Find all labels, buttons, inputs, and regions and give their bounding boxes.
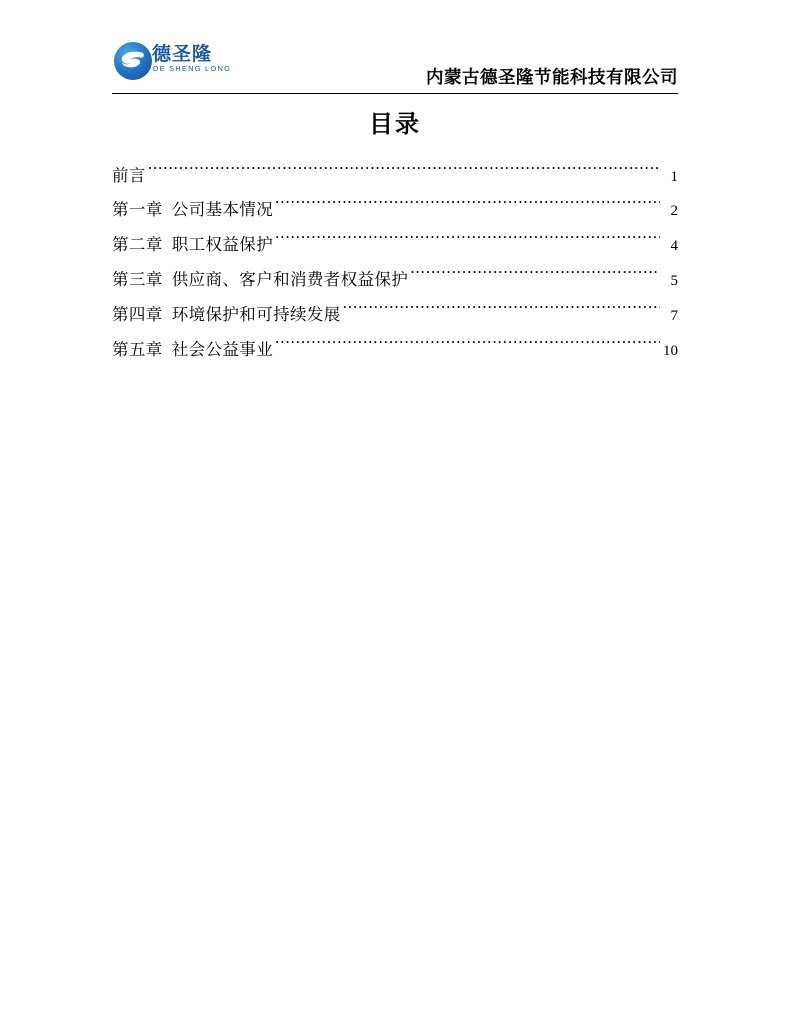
company-name: 内蒙古德圣隆节能科技有限公司	[426, 67, 678, 87]
toc-entry-label: 前言	[112, 166, 146, 185]
toc-entry-chapter: 第三章	[112, 270, 163, 289]
header-divider	[112, 93, 678, 94]
toc-leader-dots	[148, 146, 660, 181]
list-item[interactable]	[112, 146, 678, 185]
page-title: 目录	[369, 112, 421, 138]
toc-entry-chapter: 第一章	[112, 200, 163, 219]
logo-text-cn: 德圣隆	[152, 44, 213, 65]
page-header	[112, 36, 678, 92]
toc-page-number: 10	[663, 343, 678, 359]
toc-entry-chapter: 第五章	[112, 340, 163, 359]
toc-entry-label: 环境保护和可持续发展	[171, 305, 341, 324]
toc-entry-label: 社会公益事业	[171, 340, 274, 359]
toc-entry-chapter: 第二章	[112, 235, 163, 254]
toc-leader-dots	[275, 320, 660, 355]
logo-swoosh-icon	[119, 50, 147, 70]
logo-text-en: DE SHENG LONG	[153, 64, 232, 73]
toc-page-number: 4	[670, 238, 678, 254]
toc-page-number: 2	[670, 203, 678, 219]
toc-entry-chapter: 第四章	[112, 305, 163, 324]
toc-entry-label: 职工权益保护	[171, 235, 274, 254]
toc-leader-dots	[410, 250, 660, 285]
toc-page-number: 7	[670, 308, 678, 324]
table-of-contents	[112, 146, 678, 359]
toc-entry-label: 公司基本情况	[171, 200, 274, 219]
toc-page-number: 5	[670, 273, 678, 289]
toc-leader-dots	[275, 215, 660, 250]
toc-leader-dots	[275, 180, 660, 215]
toc-entry-label: 供应商、客户和消费者权益保护	[171, 270, 409, 289]
company-logo	[112, 36, 232, 86]
toc-leader-dots	[343, 285, 660, 320]
toc-page-number: 1	[670, 169, 678, 185]
list-item[interactable]	[112, 180, 678, 219]
